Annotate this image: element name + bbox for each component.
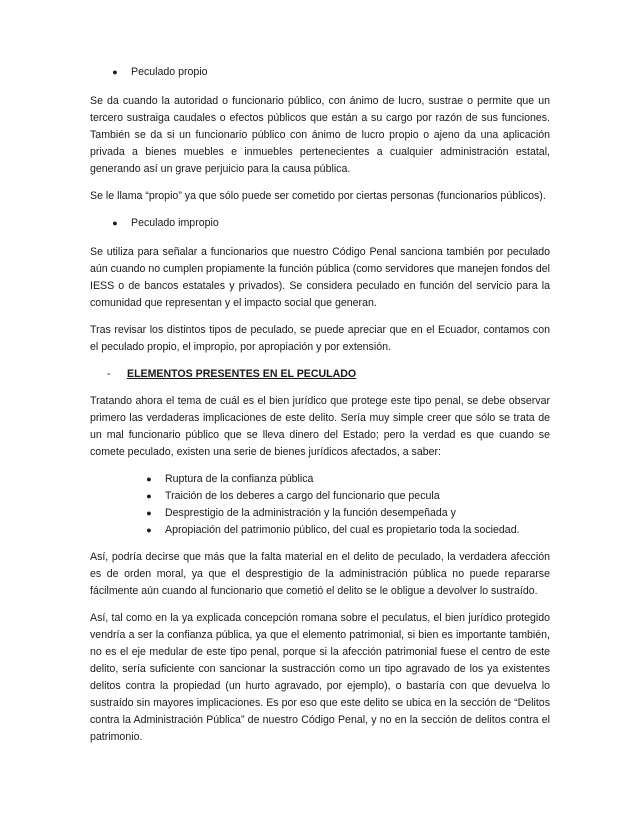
bullet-peculado-impropio [90, 215, 550, 232]
bullet-icon: ● [112, 218, 118, 228]
list-item [90, 522, 550, 539]
list-item [90, 488, 550, 505]
list-item-text: Ruptura de la confianza pública [165, 473, 314, 485]
paragraph: Así, tal como en la ya explicada concepción romana sobre el peculatus, el bien jurídico protegido vendría a ser la confianza pública, ya que el elemento patrimonial, si bien es importante también, no es el eje medular de este tipo penal, porque si la afección patrimonial fuese el centro de este delito, sería suficiente con sancionar la sustracción como un tipo agravado de los ya existentes delitos contra la propiedad (un hurto agravado, por ejemplo), o bastaría con que devuelva lo sustraído sin mayores implicaciones. Es por eso que este delito se ubica en la sección de “Delitos contra la Administración Pública” de nuestro Código Penal, y no en la sección de delitos contra el patrimonio. [90, 612, 550, 743]
bullet-icon: ● [146, 508, 152, 518]
bullet-peculado-propio [90, 64, 550, 81]
list-item [90, 471, 550, 488]
section-heading [90, 366, 550, 383]
bullet-label: Peculado impropio [131, 217, 219, 229]
paragraph: Tratando ahora el tema de cuál es el bien jurídico que protege este tipo penal, se debe observar primero las verdaderas implicaciones de este delito. Sería muy simple creer que sólo se trata de un mal funcionario público que se lleva dinero del Estado; pero la verdad es que cuando se comete peculado, existen una serie de bienes jurídicos afectados, a saber: [90, 395, 550, 458]
paragraph: Tras revisar los distintos tipos de peculado, se puede apreciar que en el Ecuador, contamos con el peculado propio, el impropio, por apropiación y por extensión. [90, 324, 550, 353]
paragraph: Se le llama “propio” ya que sólo puede ser cometido por ciertas personas (funcionarios públicos). [90, 190, 546, 202]
bullet-icon: ● [112, 67, 118, 77]
paragraph: Se da cuando la autoridad o funcionario público, con ánimo de lucro, sustrae o permite que un tercero sustraiga caudales o efectos públicos que están a su cargo por razón de sus funciones. También se da si un funcionario público con ánimo de lucro propio o ajeno da una aplicación privada a bienes muebles e inmuebles pertenecientes a cualquier administración estatal, generando así un grave perjuicio para la causa pública. [90, 95, 550, 175]
dash-marker: - [107, 368, 111, 380]
section-heading-text: ELEMENTOS PRESENTES EN EL PECULADO [127, 368, 357, 380]
document-body [90, 64, 550, 756]
bullet-label: Peculado propio [131, 66, 208, 78]
bullet-icon: ● [146, 474, 152, 484]
paragraph: Se utiliza para señalar a funcionarios que nuestro Código Penal sanciona también por peculado aún cuando no cumplen propiamente la función pública (como servidores que manejen fondos del IESS o de bancos estatales y privados). Se considera peculado en función del servicio para la comunidad que representan y el impacto social que generan. [90, 246, 550, 309]
affected-goods-list [90, 471, 550, 539]
bullet-icon: ● [146, 525, 152, 535]
list-item [90, 505, 550, 522]
bullet-icon: ● [146, 491, 152, 501]
list-item-text: Apropiación del patrimonio público, del cual es propietario toda la sociedad. [165, 524, 520, 536]
paragraph: Así, podría decirse que más que la falta material en el delito de peculado, la verdadera afección es de orden moral, ya que el desprestigio de la administración pública no puede repararse fácilmente aún cuando al funcionario que cometió el delito se le obligue a devolver lo sustraído. [90, 551, 550, 597]
list-item-text: Traición de los deberes a cargo del funcionario que pecula [165, 490, 440, 502]
list-item-text: Desprestigio de la administración y la función desempeñada y [165, 507, 456, 519]
